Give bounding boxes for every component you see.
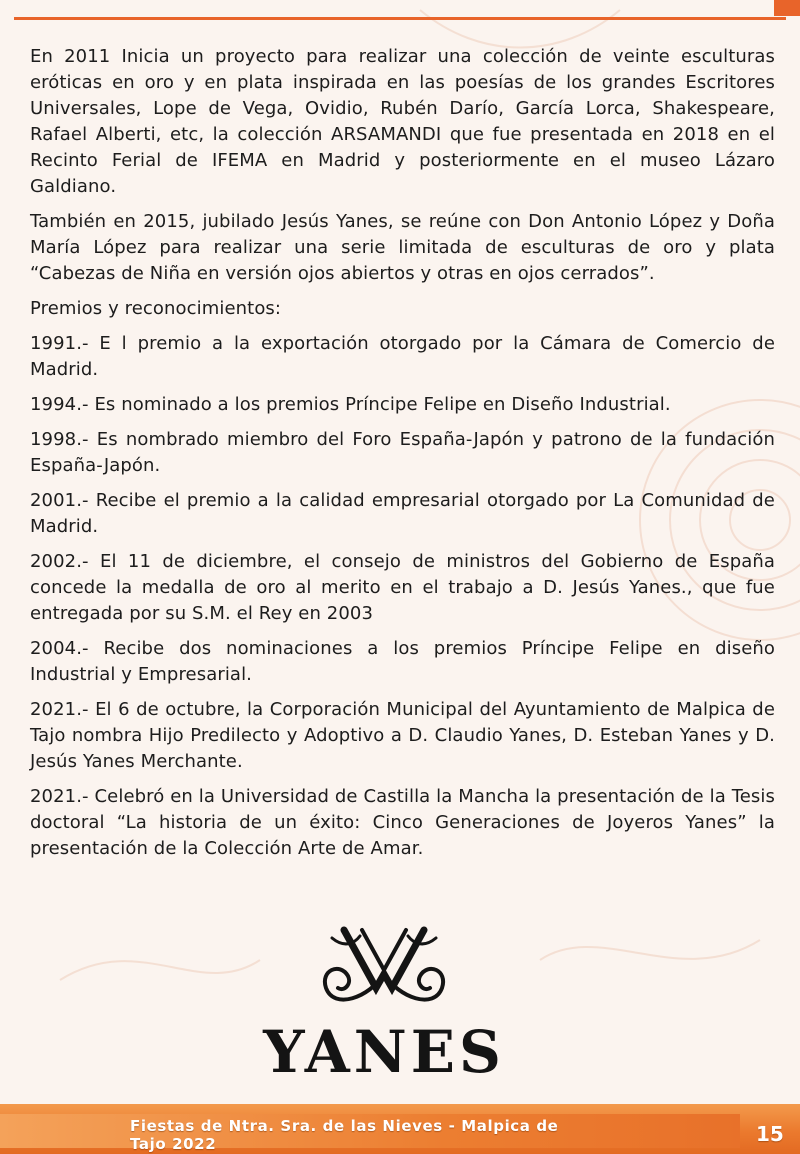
award-1994: 1994.- Es nominado a los premios Príncipe Felipe en Diseño Industrial. — [30, 394, 671, 415]
brand-name: YANES — [263, 1018, 505, 1086]
award-1998: 1998.- Es nombrado miembro del Foro España-Japón y patrono de la fundación España-Japón. — [30, 429, 775, 476]
paragraph-arsamandi: En 2011 Inicia un proyecto para realizar una colección de veinte esculturas eróticas en oro y en plata inspirada en las poesías de los grandes Escritores Universales, Lope de Vega, Ovidio, Rubén Darío, García Lorca, Shakespeare, Rafael Alberti, etc, la colección ARSAMANDI que fue presentada en 2018 en el Recinto Ferial de IFEMA en Madrid y posteriormente en el museo Lázaro Galdiano. — [30, 46, 775, 197]
footer-caption: Fiestas de Ntra. Sra. de las Nieves - Malpica de Tajo 2022 — [130, 1117, 559, 1153]
award-2004: 2004.- Recibe dos nominaciones a los premios Príncipe Felipe en diseño Industrial y Empresarial. — [30, 638, 775, 685]
top-corner-mark — [774, 0, 800, 16]
paragraph-cabezas-de-nina: También en 2015, jubilado Jesús Yanes, se reúne con Don Antonio López y Doña María López para realizar una serie limitada de esculturas de oro y plata “Cabezas de Niña en versión ojos abiertos y otras en ojos cerrados”. — [30, 211, 775, 284]
page-number: 15 — [756, 1122, 784, 1146]
award-2021-hijo-predilecto: 2021.- El 6 de octubre, la Corporación Municipal del Ayuntamiento de Malpica de Tajo nombra Hijo Predilecto y Adoptivo a D. Claudio Yanes, D. Esteban Yanes y D. Jesús Yanes Merchante. — [30, 699, 775, 772]
award-2001: 2001.- Recibe el premio a la calidad empresarial otorgado por La Comunidad de Madrid. — [30, 490, 775, 537]
top-accent-rule — [14, 17, 786, 20]
awards-heading: Premios y reconocimientos: — [30, 298, 282, 319]
award-1991: 1991.- E l premio a la exportación otorgado por la Cámara de Comercio de Madrid. — [30, 333, 775, 380]
yanes-monogram-icon — [314, 918, 454, 1018]
award-2002: 2002.- El 11 de diciembre, el consejo de ministros del Gobierno de España concede la medalla de oro al merito en el trabajo a D. Jesús Yanes., que fue entregada por su S.M. el Rey en 2003 — [30, 551, 775, 624]
article-body — [30, 44, 775, 871]
award-2021-tesis: 2021.- Celebró en la Universidad de Castilla la Mancha la presentación de la Tesis doctoral “La historia de un éxito: Cinco Generaciones de Joyeros Yanes” la presentación de la Colección Arte de Amar. — [30, 786, 775, 859]
